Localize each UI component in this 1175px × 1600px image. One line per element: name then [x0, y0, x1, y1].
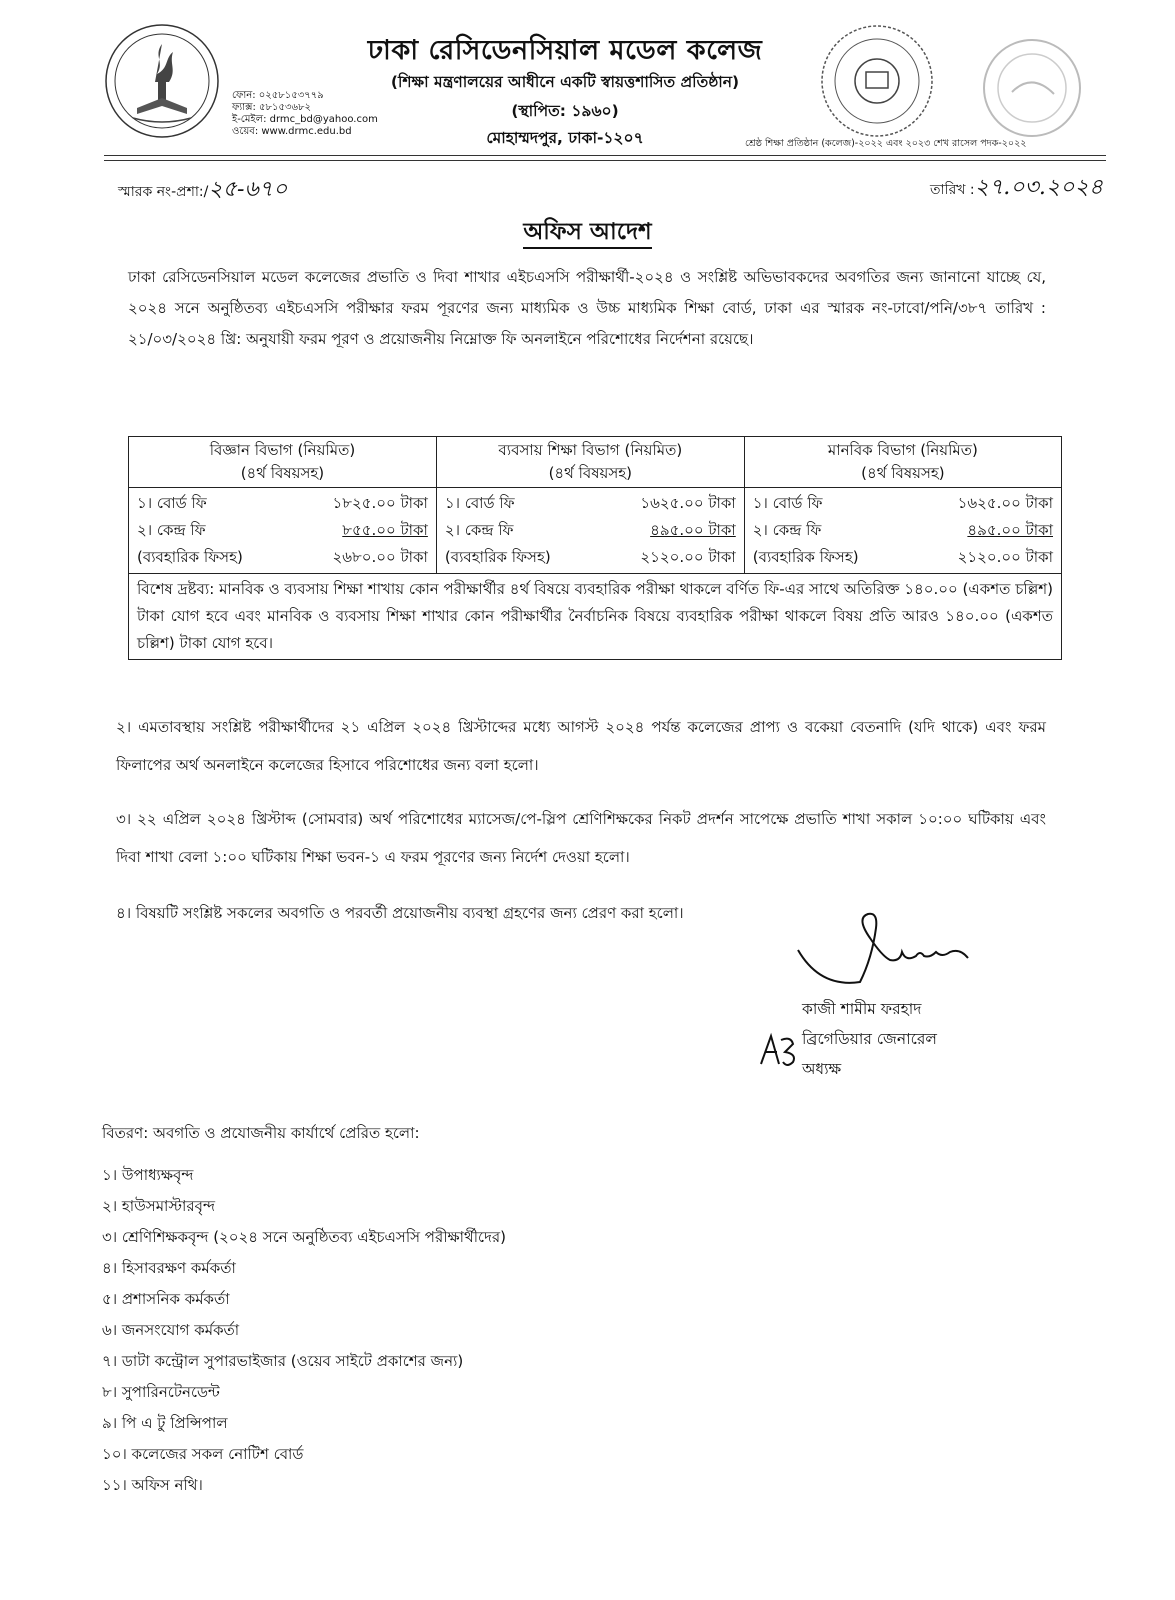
- memo-number-value: ২৫-৬৭০: [208, 177, 288, 202]
- awards-text: শ্রেষ্ঠ শিক্ষা প্রতিষ্ঠান (কলেজ)-২০২২ এবং ২০২৩ শেখ রাসেল পদক-২০২২: [745, 138, 1027, 149]
- intro-paragraph: ঢাকা রেসিডেনসিয়াল মডেল কলেজের প্রভাতি ও দিবা শাখার এইচএসসি পরীক্ষার্থী-২০২৪ ও সংশ্লিষ্ট অভিভাবকদের অবগতির জন্য জানানো যাচ্ছে যে, ২০২৪ সনে অনুষ্ঠিতব্য এইচএসসি পরীক্ষার ফরম পূরণের জন্য মাধ্যমিক ও উচ্চ মাধ্যমিক শিক্ষা বোর্ড, ঢাকা এর স্মারক নং-ঢাবো/পনি/৩৮৭ তারিখ : ২১/০৩/২০২৪ খ্রি: অনুযায়ী ফরম পূরণ ও প্রয়োজনীয় নিম্নোক্ত ফি অনলাইনে পরিশোধের নির্দেশনা রয়েছে।: [128, 268, 1046, 348]
- list-item: ৭। ডাটা কন্ট্রোল সুপারভাইজার (ওয়েব সাইটে প্রকাশের জন্য): [102, 1352, 464, 1370]
- document-title-text: অফিস আদেশ: [523, 219, 651, 249]
- fee-line: [137, 490, 428, 517]
- fee-amount: ১৮২৫.০০ টাকা: [332, 494, 428, 512]
- document-title: [0, 213, 1175, 252]
- fee-label: ২। কেন্দ্র ফি: [137, 521, 206, 539]
- column-subtitle: (৪র্থ বিষয়সহ): [240, 464, 325, 482]
- list-item: ৬। জনসংযোগ কর্মকর্তা: [102, 1321, 240, 1339]
- special-note: বিশেষ দ্রষ্টব্য: মানবিক ও ব্যবসায় শিক্ষা শাখায় কোন পরীক্ষার্থীর ৪র্থ বিষয়ে ব্যবহারিক পরীক্ষা থাকলে বর্ণিত ফি-এর সাথে অতিরিক্ত ১৪০.০০ (একশত চল্লিশ) টাকা যোগ হবে এবং মানবিক ও ব্যবসায় শিক্ষা শাখার কোন পরীক্ষার্থীর নৈর্বাচনিক বিষয়ে ব্যবহারিক পরীক্ষা থাকলে বিষয় প্রতি আরও ১৪০.০০ (একশত চল্লিশ) টাকা যোগ হবে।: [129, 574, 1062, 660]
- fee-label: ১। বোর্ড ফি: [137, 494, 207, 512]
- fee-label: ১। বোর্ড ফি: [752, 494, 823, 512]
- memo-label: স্মারক নং-প্রশা:/: [118, 184, 209, 200]
- science-header: [129, 437, 437, 488]
- fee-line: [753, 544, 1053, 571]
- signatory-designation: অধ্যক্ষ: [802, 1060, 842, 1078]
- fee-line: [445, 517, 736, 544]
- fee-table-note-row: [129, 574, 1062, 660]
- date-value: ২৭.০৩.২০২৪: [974, 175, 1104, 200]
- fee-label: ১। বোর্ড ফি: [444, 494, 515, 512]
- header-divider-2: [104, 160, 1106, 161]
- college-address: মোহাম্মদপুর, ঢাকা-১২০৭: [486, 129, 644, 147]
- list-item: ৮। সুপারিনটেনডেন্ট: [102, 1383, 220, 1401]
- fee-amount: ২১২০.০০ টাকা: [640, 548, 736, 566]
- list-item: ২। হাউসমাস্টারবৃন্দ: [102, 1197, 215, 1215]
- fee-line: [445, 544, 736, 571]
- college-name: ঢাকা রেসিডেনসিয়াল মডেল কলেজ: [367, 35, 763, 66]
- list-item: ৯। পি এ টু প্রিন্সিপাল: [102, 1414, 228, 1432]
- date-label: তারিখ :: [930, 182, 975, 198]
- fee-line: [753, 490, 1053, 517]
- institution-seal: [818, 22, 936, 140]
- fee-line: [137, 544, 428, 571]
- point-2: ২। এমতাবস্থায় সংশ্লিষ্ট পরীক্ষার্থীদের ২১ এপ্রিল ২০২৪ খ্রিস্টাব্দের মধ্যে আগস্ট ২০২৪ পর্যন্ত কলেজের প্রাপ্য ও বকেয়া বেতনাদি (যদি থাকে) এবং ফরম ফিলাপের অর্থ অনলাইনে কলেজের হিসাবে পরিশোধের জন্য বলা হলো।: [116, 718, 1046, 774]
- fee-table: [128, 436, 1062, 660]
- humanities-header: [744, 437, 1061, 488]
- fee-label: ২। কেন্দ্র ফি: [444, 521, 514, 539]
- distribution-list: [102, 1160, 506, 1501]
- initials-mark: [757, 1030, 801, 1070]
- fee-amount: ১৬২৫.০০ টাকা: [640, 494, 736, 512]
- college-subtitle: (শিক্ষা মন্ত্রণালয়ের আধীনে একটি স্বায়ত্তশাসিত প্রতিষ্ঠান): [390, 73, 740, 91]
- column-subtitle: (৪র্থ বিষয়সহ): [861, 464, 945, 482]
- list-item: ১০। কলেজের সকল নোটিশ বোর্ড: [102, 1445, 304, 1463]
- email-text: ই-মেইল: drmc_bd@yahoo.com: [232, 114, 378, 125]
- signatory-block: [802, 994, 937, 1084]
- fax-text: ফ্যাক্স: ৫৮১৫৩৬৮২: [232, 102, 311, 113]
- business-header: [436, 437, 744, 488]
- point-3: ৩। ২২ এপ্রিল ২০২৪ খ্রিস্টাব্দ (সোমবার) অর্থ পরিশোধের ম্যাসেজ/পে-স্লিপ শ্রেণিশিক্ষকের নিকট প্রদর্শন সাপেক্ষে প্রভাতি শাখা সকাল ১০:০০ ঘটিকায় এবং দিবা শাখা বেলা ১:০০ ঘটিকায় শিক্ষা ভবন-১ এ ফরম পূরণের জন্য নির্দেশ দেওয়া হলো।: [116, 810, 1046, 866]
- fee-table-values-row: [129, 488, 1062, 574]
- business-fees: [436, 488, 744, 574]
- website-text: ওয়েব: www.drmc.edu.bd: [232, 126, 352, 137]
- point-4: ৪। বিষয়টি সংশ্লিষ্ট সকলের অবগতি ও পরবর্তী প্রয়োজনীয় ব্যবস্থা গ্রহণের জন্য প্রেরণ করা হলো।: [116, 904, 684, 922]
- science-fees: [129, 488, 437, 574]
- fee-amount: ৪৯৫.০০ টাকা: [650, 521, 736, 539]
- memo-number: [118, 172, 287, 209]
- fee-amount: ২১২০.০০ টাকা: [957, 548, 1053, 566]
- principal-signature: [790, 898, 1000, 1008]
- column-title: ব্যবসায় শিক্ষা বিভাগ (নিয়মিত): [498, 441, 683, 459]
- memo-date: [930, 170, 1103, 207]
- fee-amount: ৪৯৫.০০ টাকা: [967, 521, 1053, 539]
- list-item: ৫। প্রশাসনিক কর্মকর্তা: [102, 1290, 230, 1308]
- fee-line: [137, 517, 428, 544]
- signatory-name: কাজী শামীম ফরহাদ: [802, 1000, 922, 1018]
- college-logo: [103, 22, 221, 140]
- list-item: ৩। শ্রেণিশিক্ষকবৃন্দ (২০২৪ সনে অনুষ্ঠিতব্য এইচএসসি পরীক্ষার্থীদের): [102, 1228, 507, 1246]
- column-title: মানবিক বিভাগ (নিয়মিত): [827, 441, 978, 459]
- fee-label: (ব্যবহারিক ফিসহ): [752, 548, 859, 566]
- list-item: ১। উপাধ্যক্ষবৃন্দ: [102, 1166, 194, 1184]
- humanities-fees: [744, 488, 1061, 574]
- college-established: (স্থাপিত: ১৯৬০): [511, 102, 619, 120]
- fee-line: [753, 517, 1053, 544]
- signatory-rank: ব্রিগেডিয়ার জেনারেল: [802, 1030, 937, 1048]
- phone-text: ফোন: ০২৫৮১৫৩৭৭৯: [232, 90, 324, 101]
- list-item: ৪। হিসাবরক্ষণ কর্মকর্তা: [102, 1259, 236, 1277]
- fee-table-header-row: [129, 437, 1062, 488]
- faded-stamp: [972, 32, 1087, 142]
- fee-amount: ৮৫৫.০০ টাকা: [342, 521, 428, 539]
- fee-label: ২। কেন্দ্র ফি: [752, 521, 822, 539]
- column-title: বিজ্ঞান বিভাগ (নিয়মিত): [209, 441, 356, 459]
- fee-amount: ১৬২৫.০০ টাকা: [957, 494, 1053, 512]
- distribution-title: বিতরণ: অবগতি ও প্রযোজনীয় কার্যার্থে প্রেরিত হলো:: [102, 1124, 420, 1142]
- column-subtitle: (৪র্থ বিষয়সহ): [548, 464, 633, 482]
- list-item: ১১। অফিস নথি।: [102, 1476, 203, 1494]
- fee-label: (ব্যবহারিক ফিসহ): [137, 548, 243, 566]
- fee-label: (ব্যবহারিক ফিসহ): [444, 548, 551, 566]
- fee-amount: ২৬৮০.০০ টাকা: [332, 548, 428, 566]
- fee-line: [445, 490, 736, 517]
- header-divider: [104, 155, 1106, 156]
